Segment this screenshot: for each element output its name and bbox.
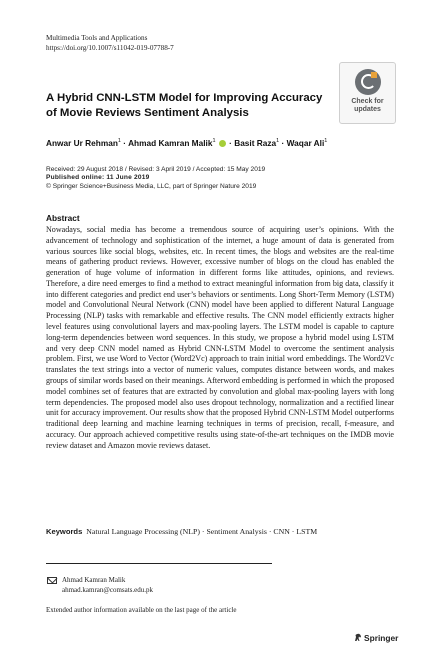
author-affiliation: 1 xyxy=(324,138,328,145)
publisher-logo xyxy=(354,633,398,643)
author-name[interactable]: Basit Raza xyxy=(234,138,277,148)
author-affiliation: 1 xyxy=(212,138,216,145)
journal-name: Multimedia Tools and Applications xyxy=(46,34,148,42)
doi-link[interactable]: https://doi.org/10.1007/s11042-019-07788-7 xyxy=(46,43,174,52)
corresponding-email[interactable]: ahmad.kamran@comsats.edu.pk xyxy=(62,586,154,595)
paper-title: A Hybrid CNN-LSTM Model for Improving Accuracy of Movie Reviews Sentiment Analysis xyxy=(46,92,323,119)
author-affiliation: 1 xyxy=(276,138,280,145)
keywords-text: Natural Language Processing (NLP) · Sentiment Analysis · CNN · LSTM xyxy=(86,527,318,536)
author-affiliation: 1 xyxy=(117,138,121,145)
springer-horse-icon xyxy=(354,633,362,642)
check-for-updates-badge[interactable] xyxy=(339,62,396,124)
abstract-heading: Abstract xyxy=(46,213,80,223)
keywords xyxy=(46,527,394,536)
author-name[interactable]: Ahmad Kamran Malik xyxy=(128,138,213,148)
badge-line2: updates xyxy=(354,105,381,113)
abstract-text: Nowadays, social media has become a tremendous source of acquiring user’s opinions. With the advancement of technology and sophistication of the internet, a huge amount of data is generated from various sources like social blogs, websites, etc. In recent times, the blogs and websites are the real-time means of gathering product reviews. However, excessive number of blogs on the cloud has enabled the generation of huge volume of information in different forms like attitudes, opinions, and reviews. Therefore, a dire need emerges to find a method to extract meaningful information from big data, classify it into different categories and predict end user’s behaviors or sentiments. Long Short-Term Memory (LSTM) model and Convolutional Neural Network (CNN) model have been applied to different Natural Language Processing (NLP) tasks with remarkable and effective results. The CNN model efficiently extracts higher level features using convolutional layers and max-pooling layers. The LSTM model is capable to capture long-term dependencies between word sequences. In this study, we propose a hybrid model using LSTM and very deep CNN model named as Hybrid CNN-LSTM Model to overcome the sentiment analysis problem. First, we use Word to Vector (Word2Vc) approach to train initial word embeddings. The Word2Vc translates the text strings into a vector of numeric values, computes distance between words, and makes groups of similar words based on their meanings. Afterword embedding is performed in which the proposed model combines set of features that are extracted by convolution and global max-pooling layers with long term dependencies. The proposed model also uses dropout technology, normalization and a rectified linear unit for accuracy improvement. Our results show that the proposed Hybrid CNN-LSTM Model outperforms traditional deep learning and machine learning techniques in terms of precision, recall, f-measure, and accuracy. Our approach achieved competitive results using state-of-the-art techniques on the IMDB movie review dataset and Amazon movie reviews dataset. xyxy=(46,225,394,450)
publisher-name: Springer xyxy=(364,633,399,643)
journal-header xyxy=(46,34,174,53)
corresponding-author xyxy=(62,575,153,595)
badge-line1: Check for xyxy=(351,98,384,105)
author-list: Anwar Ur Rehman$^1$ · Ahmad Kamran Malik$^1$ · Basit Raza$^1$ · Waqar Ali$^1$ xyxy=(46,138,328,148)
received-dates: Received: 29 August 2018 / Revised: 3 April 2019 / Accepted: 15 May 2019 xyxy=(46,166,266,173)
publication-dates xyxy=(46,166,366,191)
author-name[interactable]: Anwar Ur Rehman xyxy=(46,138,118,148)
corresponding-name: Ahmad Kamran Malik xyxy=(62,576,126,584)
envelope-icon xyxy=(47,577,57,584)
published-online: Published online: 11 June 2019 xyxy=(46,174,150,182)
copyright-line: © Springer Science+Business Media, LLC, part of Springer Nature 2019 xyxy=(46,182,257,190)
author-name[interactable]: Waqar Ali xyxy=(286,138,325,148)
orcid-icon[interactable] xyxy=(219,140,226,147)
keywords-label: Keywords xyxy=(46,527,83,536)
footnote-divider xyxy=(46,563,272,564)
check-updates-icon xyxy=(355,69,381,95)
extended-author-note: Extended author information available on the last page of the article xyxy=(46,606,237,614)
